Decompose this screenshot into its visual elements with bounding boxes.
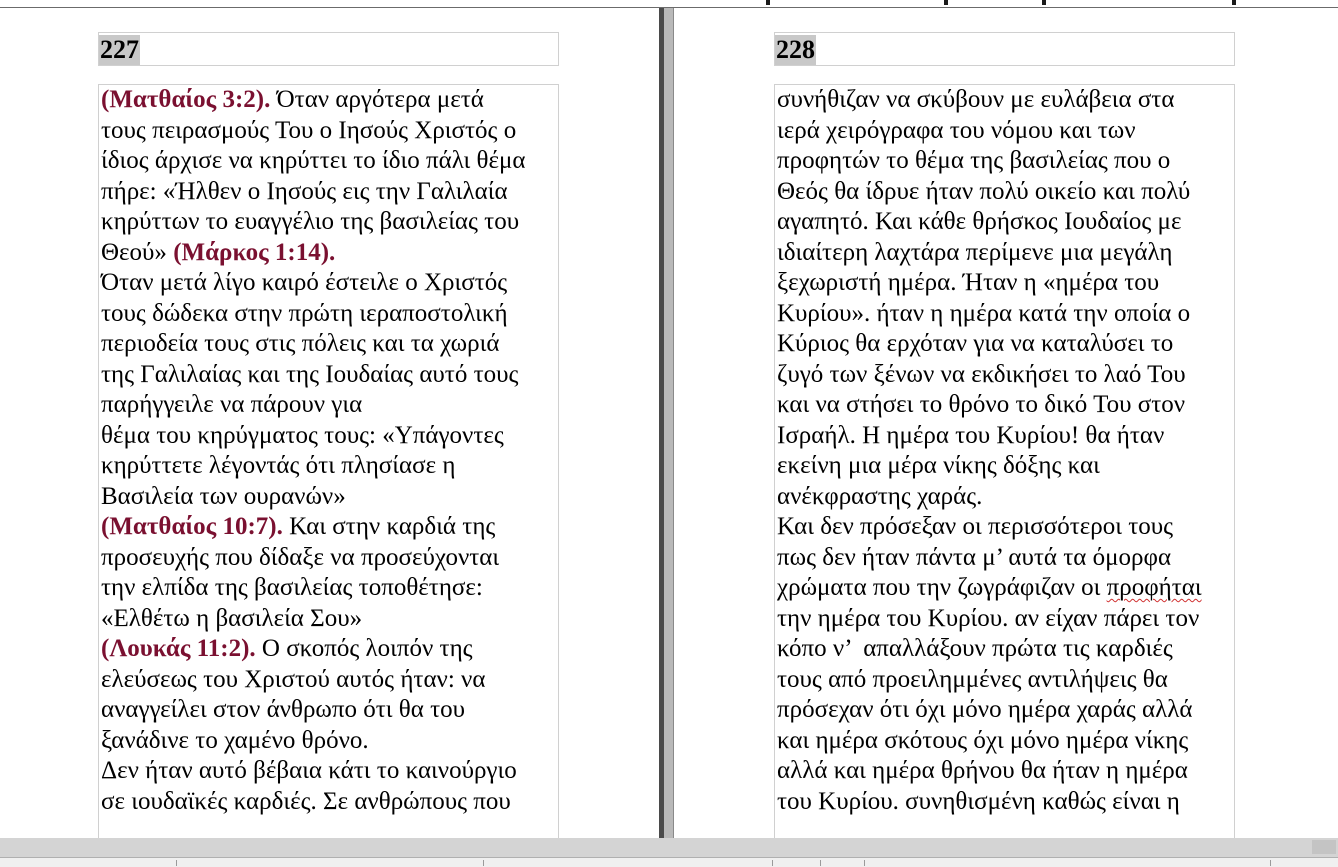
text-line[interactable] (777, 726, 1234, 757)
text-line[interactable] (101, 299, 558, 330)
text-line[interactable] (777, 85, 1234, 116)
text-run: Θεός θα ίδρυε ήταν πολύ οικείο και πολύ (777, 177, 1191, 205)
status-divider (1270, 860, 1271, 866)
text-run: Και δεν πρόσεξαν οι περισσότεροι τους (777, 513, 1174, 540)
text-line[interactable] (101, 573, 558, 604)
text-line[interactable] (777, 787, 1234, 818)
text-run: Κυρίου». ήταν η ημέρα κατά την οποία ο (777, 299, 1191, 327)
text-run: και ημέρα σκότους όχι μόνο ημέρα νίκης (777, 726, 1189, 754)
text-run: χρώματα που την ζωγράφιζαν οι (777, 574, 1107, 601)
status-divider (772, 860, 773, 866)
text-line[interactable] (777, 756, 1234, 787)
text-run: ελεύσεως του Χριστού αυτός ήταν: να (101, 665, 486, 693)
page-number: 228 (776, 35, 815, 64)
text-run: ζυγό των ξένων να εκδικήσει το λαό Του (777, 360, 1186, 388)
scripture-reference: (Ματθαίος 10:7). (101, 513, 283, 540)
text-line[interactable] (777, 268, 1234, 299)
text-run: τους δώδεκα στην πρώτη ιεραποστολική (101, 299, 508, 327)
status-divider (483, 860, 484, 866)
text-run: ανέκφραστης χαράς. (777, 482, 983, 510)
text-run: θέμα του κηρύγματος τους: «Υπάγοντες (101, 421, 504, 449)
text-line[interactable] (101, 634, 558, 665)
scripture-reference: (Μάρκος 1:14). (173, 238, 336, 266)
text-line[interactable] (777, 634, 1234, 665)
text-run: αλλά και ημέρα θρήνου θα ήταν η ημέρα (777, 757, 1188, 784)
text-line[interactable] (101, 421, 558, 452)
page-gutter (664, 8, 673, 838)
text-run: συνήθιζαν να σκύβουν με ευλάβεια στα (777, 86, 1175, 113)
text-run: ξανάδινε το χαμένο θρόνο. (101, 726, 369, 754)
text-line[interactable] (101, 85, 558, 116)
text-frame[interactable] (774, 84, 1235, 838)
ruler-marker[interactable] (766, 0, 770, 5)
text-line[interactable] (777, 299, 1234, 330)
text-run: του Κυρίου. συνηθισμένη καθώς είναι η (777, 787, 1180, 815)
text-line[interactable] (777, 421, 1234, 452)
text-run: πρόσεχαν ότι όχι μόνο ημέρα χαράς αλλά (777, 696, 1193, 723)
text-run: της Γαλιλαίας και της Ιουδαίας αυτό τους (101, 360, 519, 388)
text-run: κηρύττετε λέγοντάς ότι πλησίασε η (101, 452, 456, 479)
text-line[interactable] (777, 329, 1234, 360)
text-run: Ο σκοπός λοιπόν της (255, 635, 473, 662)
ruler-marker[interactable] (944, 0, 948, 5)
text-line[interactable] (777, 390, 1234, 421)
text-run: Θεού» (101, 238, 174, 266)
text-line[interactable] (101, 543, 558, 574)
text-run: κηρύττων το ευαγγέλιο της βασιλείας του (101, 208, 520, 235)
text-line[interactable] (777, 482, 1234, 513)
text-line[interactable] (777, 573, 1234, 604)
status-divider (176, 860, 177, 866)
ruler-strip (0, 0, 1338, 8)
text-line[interactable] (101, 116, 558, 147)
page-body-text[interactable] (101, 85, 558, 817)
text-run: ιδιαίτερη λαχτάρα περίμενε μια μεγάλη (777, 238, 1173, 266)
text-run: περιοδεία τους στις πόλεις και τα χωριά (101, 330, 500, 357)
text-run: Βασιλεία των ουρανών» (101, 482, 346, 510)
text-line[interactable] (101, 451, 558, 482)
page-number: 227 (100, 35, 139, 64)
text-line[interactable] (777, 451, 1234, 482)
text-run: Δεν ήταν αυτό βέβαια κάτι το καινούργιο (101, 757, 517, 784)
text-line[interactable] (101, 177, 558, 208)
text-run: σε ιουδαϊκές καρδιές. Σε ανθρώπους που (101, 787, 511, 815)
page-body-text[interactable] (777, 85, 1234, 817)
text-run: πως δεν ήταν πάντα μ’ αυτά τα όμορφα (777, 543, 1172, 571)
text-run: Όταν μετά λίγο καιρό έστειλε ο Χριστός (101, 269, 508, 296)
text-line[interactable] (101, 482, 558, 513)
text-run: και να στήσει το θρόνο το δικό Του στον (777, 391, 1186, 418)
document-page-left (0, 8, 659, 838)
text-line[interactable] (101, 207, 558, 238)
text-line[interactable] (101, 695, 558, 726)
text-line[interactable] (101, 756, 558, 787)
text-line[interactable] (101, 726, 558, 757)
text-line[interactable] (777, 116, 1234, 147)
text-line[interactable] (777, 238, 1234, 269)
text-run: αναγγείλει στον άνθρωπο ότι θα του (101, 696, 466, 723)
horizontal-scrollbar[interactable] (0, 838, 1338, 866)
text-line[interactable] (101, 787, 558, 818)
text-line[interactable] (777, 512, 1234, 543)
text-line[interactable] (777, 604, 1234, 635)
text-run: κόπο ν’ απαλλάξουν πρώτα τις καρδιές (777, 635, 1173, 662)
text-run: εκείνη μια μέρα νίκης δόξης και (777, 452, 1100, 479)
scroll-right-button[interactable] (1312, 840, 1336, 854)
text-line[interactable] (101, 665, 558, 696)
text-run: ίδιος άρχισε να κηρύττει το ίδιο πάλι θέμα (101, 147, 526, 174)
scripture-reference: (Λουκάς 11:2). (101, 635, 256, 662)
text-line[interactable] (101, 604, 558, 635)
text-run: Και στην καρδιά της (282, 513, 496, 540)
ruler-marker[interactable] (1232, 0, 1236, 5)
text-line[interactable] (101, 329, 558, 360)
text-line[interactable] (777, 177, 1234, 208)
status-divider (820, 860, 821, 866)
text-run: πήρε: «Ήλθεν ο Ιησούς εις την Γαλιλαία (101, 177, 508, 205)
text-line[interactable] (777, 360, 1234, 391)
text-run: τους πειρασμούς Του ο Ιησούς Χριστός ο (101, 116, 517, 144)
text-frame[interactable] (98, 84, 559, 838)
text-line[interactable] (101, 390, 558, 421)
text-run: την ελπίδα της βασιλείας τοποθέτησε: (101, 574, 483, 601)
text-line[interactable] (777, 207, 1234, 238)
text-run: παρήγγειλε να πάρουν για (101, 391, 363, 418)
text-line[interactable] (777, 665, 1234, 696)
text-line[interactable] (101, 512, 558, 543)
text-line[interactable] (101, 268, 558, 299)
page-header[interactable] (98, 32, 559, 66)
text-run: τους από προειλημμένες αντιλήψεις θα (777, 665, 1168, 693)
text-line[interactable] (101, 238, 558, 269)
text-run: προσευχής που δίδαξε να προσεύχονται (101, 543, 500, 571)
ruler-marker[interactable] (1042, 0, 1046, 5)
text-run: ξεχωριστή ημέρα. Ήταν η «ημέρα του (777, 269, 1160, 296)
text-run: προφητών το θέμα της βασιλείας που ο (777, 147, 1171, 174)
scripture-reference: (Ματθαίος 3:2). (101, 86, 271, 113)
text-run: την ημέρα του Κυρίου. αν είχαν πάρει τον (777, 604, 1200, 632)
text-line[interactable] (777, 695, 1234, 726)
text-run: Κύριος θα ερχόταν για να καταλύσει το (777, 330, 1174, 357)
page-header[interactable] (774, 32, 1235, 66)
document-page-right (673, 8, 1338, 838)
text-run: Όταν αργότερα μετά (270, 86, 484, 113)
status-divider (864, 860, 865, 866)
misspelled-word: προφήται (1106, 574, 1202, 601)
text-line[interactable] (777, 543, 1234, 574)
text-run: ιερά χειρόγραφα του νόμου και των (777, 116, 1136, 144)
text-run: Ισραήλ. Η ημέρα του Κυρίου! θα ήταν (777, 421, 1165, 449)
text-line[interactable] (777, 146, 1234, 177)
text-line[interactable] (101, 146, 558, 177)
text-line[interactable] (101, 360, 558, 391)
text-run: αγαπητό. Και κάθε θρήσκος Ιουδαίος με (777, 208, 1182, 235)
text-run: «Ελθέτω η βασιλεία Σου» (101, 604, 363, 632)
